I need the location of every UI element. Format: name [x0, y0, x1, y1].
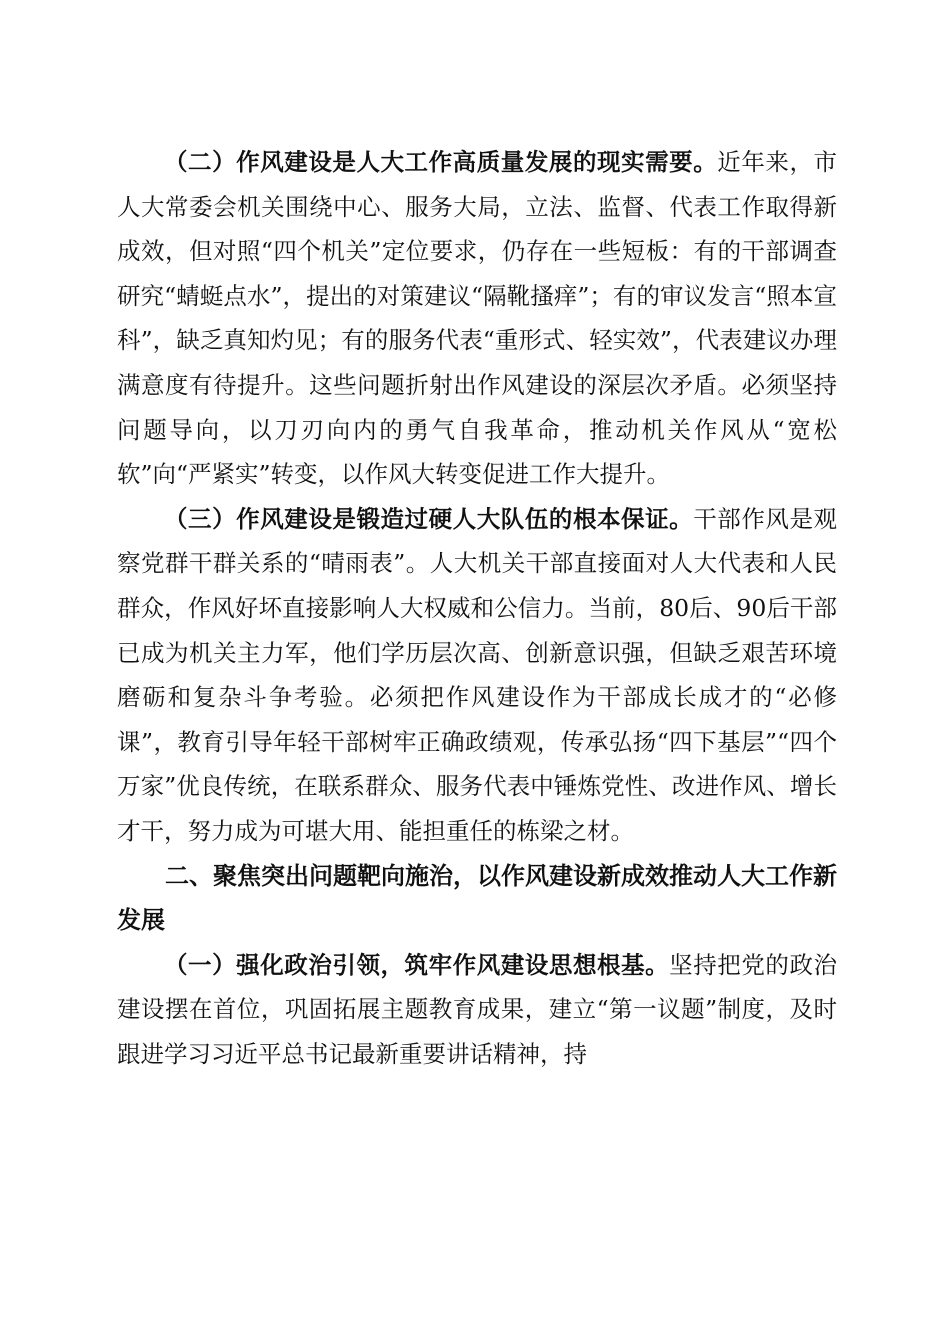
- paragraph-text: 坚持把党的政治建设摆在首位，巩固拓展主题教育成果，建立“第一议题”制度，及时跟进学习习近平总书记最新重要讲话精神，持: [117, 950, 838, 1068]
- paragraph-lead: （三）作风建设是锻造过硬人大队伍的根本保证。: [164, 504, 694, 533]
- document-body: [117, 140, 837, 1076]
- paragraph-3-1: [117, 943, 837, 1077]
- paragraph-text: 近年来，市人大常委会机关围绕中心、服务大局，立法、监督、代表工作取得新成效，但对照“四个机关”定位要求，仍存在一些短板：有的干部调查研究“蜻蜓点水”，提出的对策建议“隔靴搔痒”；有的审议发言“照本宣科”，缺乏真知灼见；有的服务代表“重形式、轻实效”，代表建议办理满意度有待提升。这些问题折射出作风建设的深层次矛盾。必须坚持问题导向，以刀刃向内的勇气自我革命，推动机关作风从“宽松软”向“严紧实”转变，以作风大转变促进工作大提升。: [117, 148, 838, 489]
- paragraph-lead: （一）强化政治引领，筑牢作风建设思想根基。: [164, 950, 670, 979]
- paragraph-text: 干部作风是观察党群干群关系的“晴雨表”。人大机关干部直接面对人大代表和人民群众，作风好坏直接影响人大权威和公信力。当前，80后、90后干部已成为机关主力军，他们学历层次高、创新意识强，但缺乏艰苦环境磨砺和复杂斗争考验。必须把作风建设作为干部成长成才的“必修课”，教育引导年轻干部树牢正确政绩观，传承弘扬“四下基层”“四个万家”优良传统，在联系群众、服务代表中锤炼党性、改进作风、增长才干，努力成为可堪大用、能担重任的栋梁之材。: [117, 504, 838, 845]
- paragraph-2-3: [117, 497, 837, 854]
- paragraph-2-2: [117, 140, 837, 497]
- section-heading: 二、聚焦突出问题靶向施治，以作风建设新成效推动人大工作新发展: [117, 861, 837, 935]
- paragraph-lead: （二）作风建设是人大工作高质量发展的现实需要。: [164, 148, 718, 176]
